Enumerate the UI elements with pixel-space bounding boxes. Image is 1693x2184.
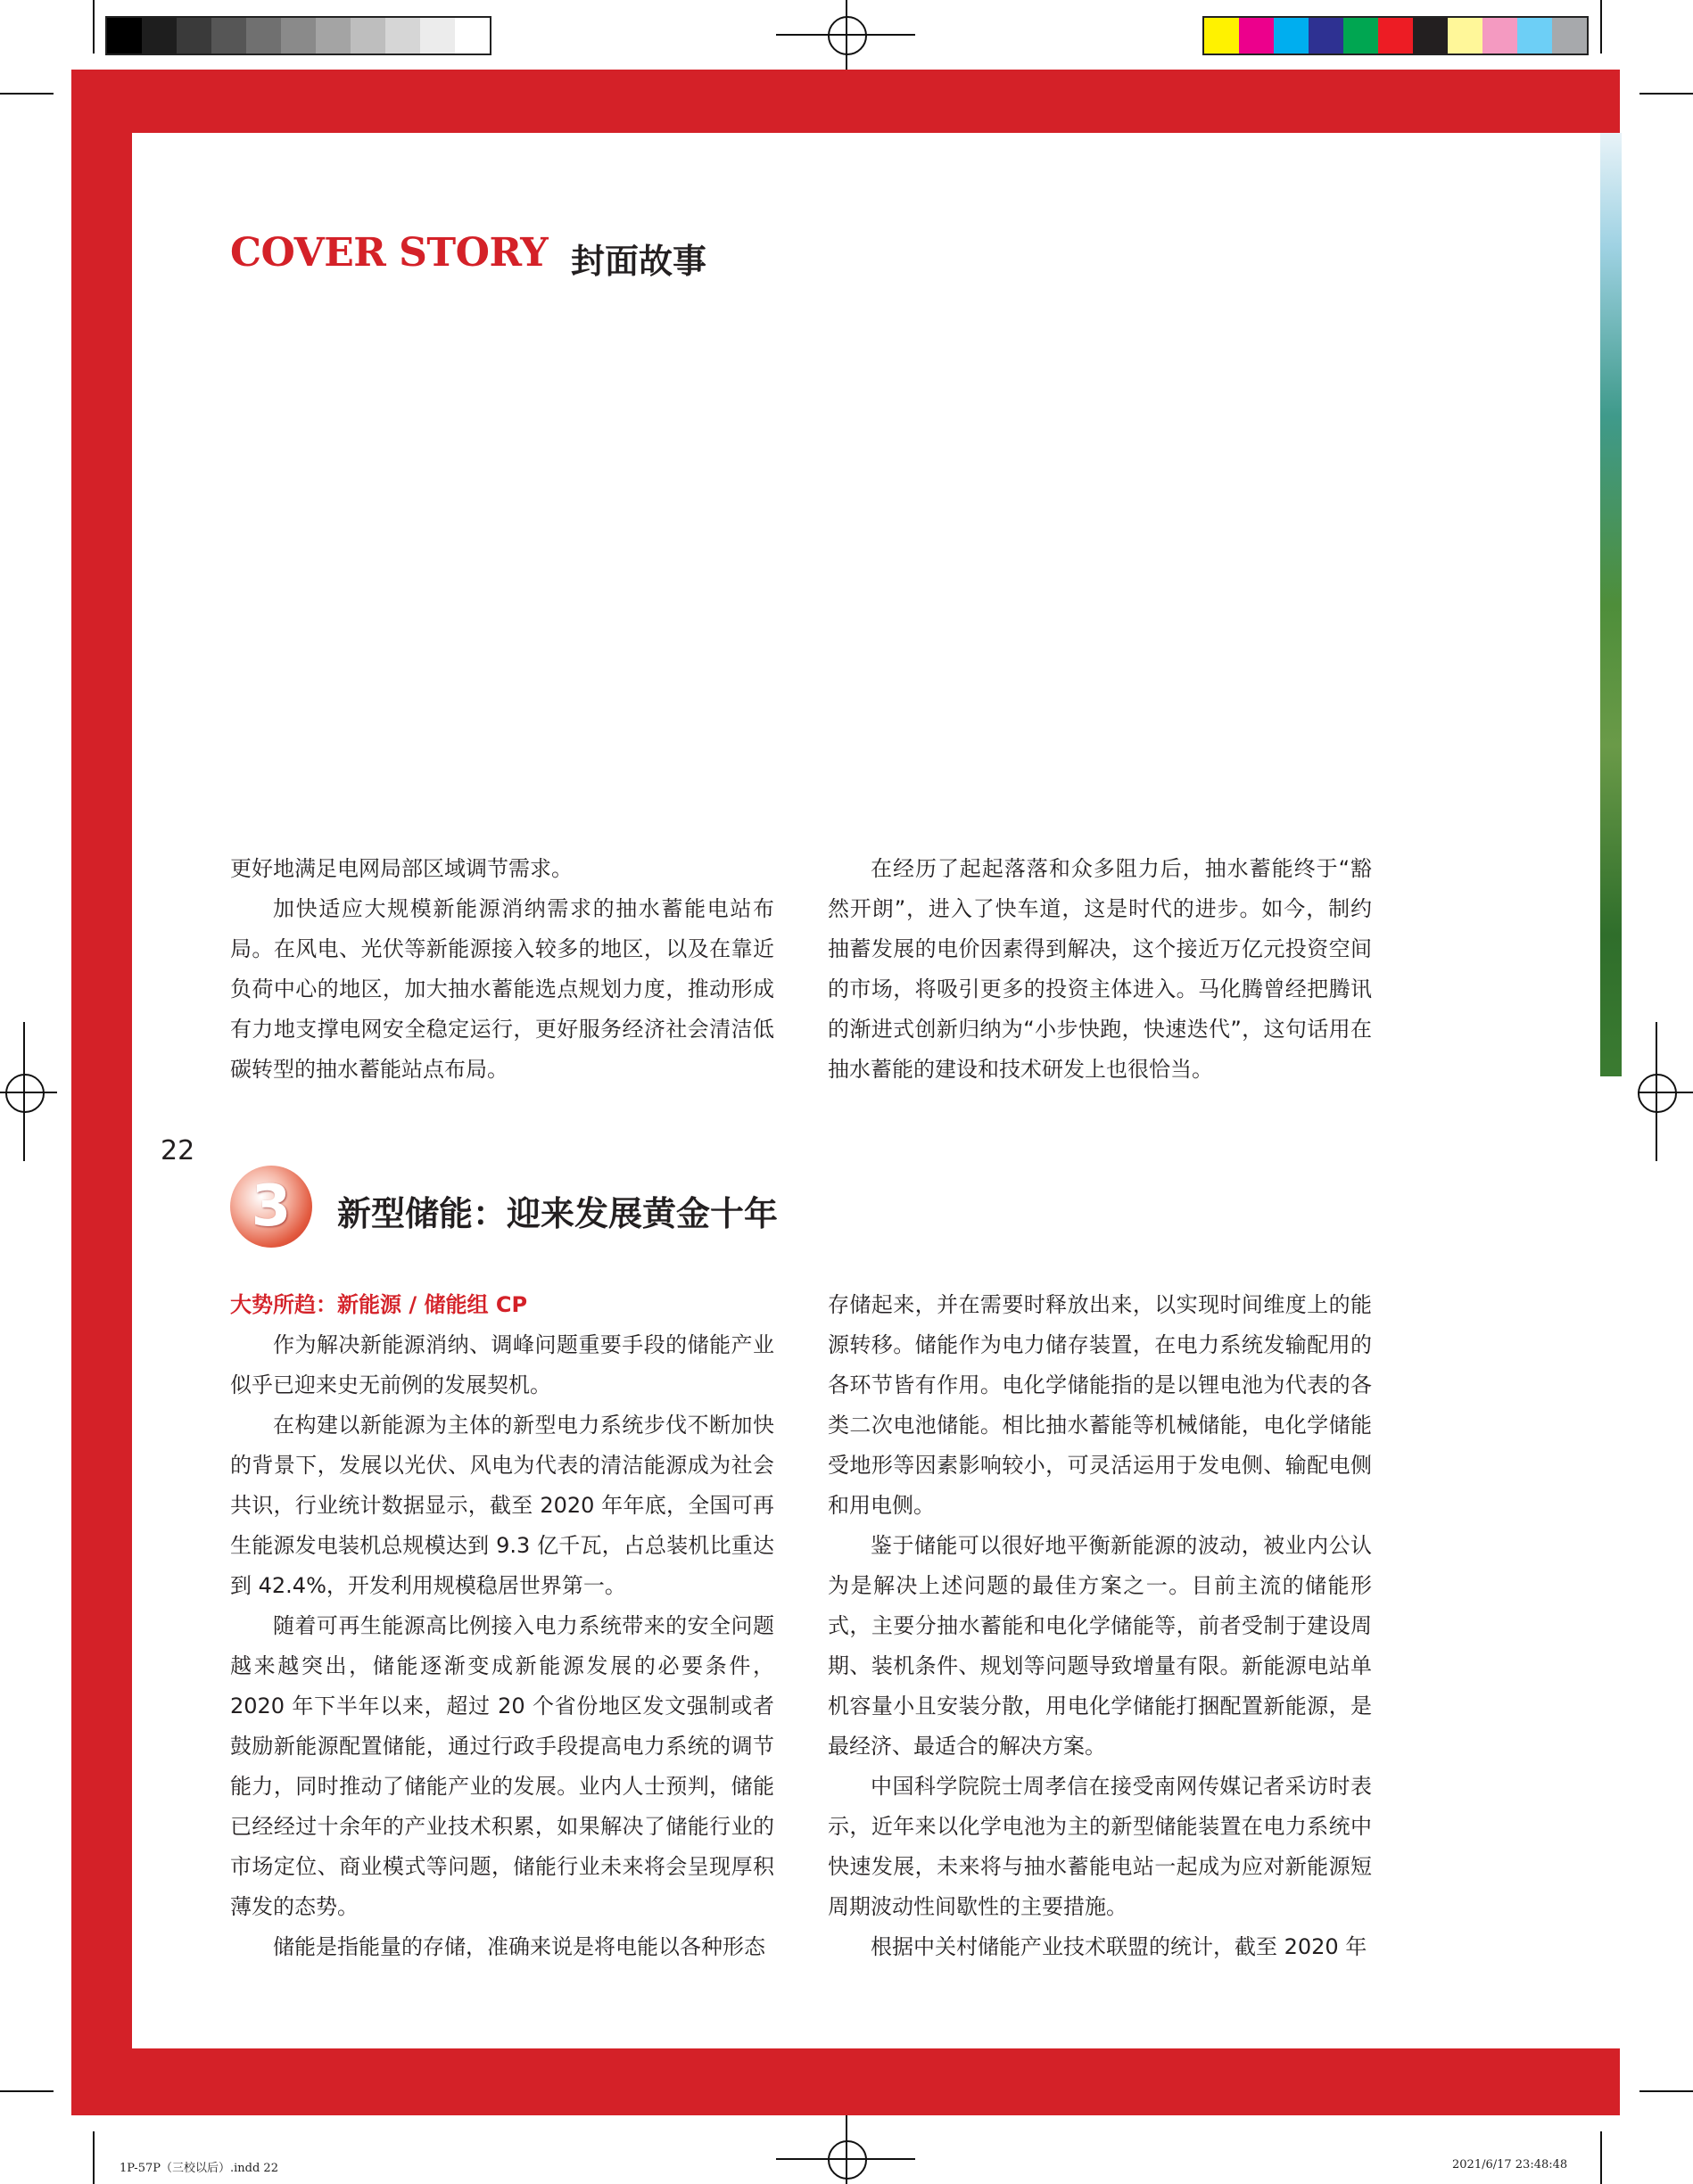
registration-mark-icon: [5, 1074, 45, 1113]
crop-mark: [1600, 2131, 1602, 2184]
paragraph: 在构建以新能源为主体的新型电力系统步伐不断加快的背景下，发展以光伏、风电为代表的清洁能源成为社会共识，行业统计数据显示，截至 2020 年年底，全国可再生能源发电装机总规模达到 9.3 亿千瓦，占总装机比重达到 42.4%，开发利用规模稳居世界第一。: [230, 1413, 774, 1598]
grayscale-calibration-bar: [105, 16, 491, 55]
crop-mark: [0, 2090, 54, 2092]
registration-crosshair: [0, 1092, 57, 1093]
bottom-left-column: [230, 1285, 774, 1967]
slug-file-name: 1P-57P（三校以后）.indd 22: [120, 2162, 278, 2175]
paragraph: 在经历了起起落落和众多阻力后，抽水蓄能终于“豁然开朗”，进入了快车道，这是时代的进步。如今，制约抽蓄发展的电价因素得到解决，这个接近万亿元投资空间的市场，将吸引更多的投资主体进入。马化腾曾经把腾讯的渐进式创新归纳为“小步快跑，快速迭代”，这句话用在抽水蓄能的建设和技术研发上也很恰当。: [828, 856, 1372, 1082]
cover-story-cn-label: 封面故事: [571, 242, 707, 281]
crop-mark: [1600, 0, 1602, 54]
top-right-column: [828, 849, 1372, 1090]
top-left-column: [230, 849, 774, 1090]
bottom-right-column: [828, 1285, 1372, 1967]
paragraph: 鉴于储能可以很好地平衡新能源的波动，被业内公认为是解决上述问题的最佳方案之一。目前主流的储能形式，主要分抽水蓄能和电化学储能等，前者受制于建设周期、装机条件、规划等问题导致增量有限。新能源电站单机容量小且安装分散，用电化学储能打捆配置新能源，是最经济、最适合的解决方案。: [828, 1533, 1372, 1759]
registration-mark-icon: [1638, 1074, 1677, 1113]
color-calibration-bar: [1202, 16, 1589, 55]
crop-mark: [1639, 93, 1693, 95]
registration-crosshair: [846, 0, 847, 70]
section-title: 新型储能：迎来发展黄金十年: [337, 1194, 779, 1233]
paragraph: 储能是指能量的存储，准确来说是将电能以各种形态: [273, 1934, 765, 1959]
registration-mark-icon: [828, 16, 867, 55]
paragraph: 随着可再生能源高比例接入电力系统带来的安全问题越来越突出，储能逐渐变成新能源发展的必要条件，2020 年下半年以来，超过 20 个省份地区发文强制或者鼓励新能源配置储能，通过行政手段提高电力系统的调节能力，同时推动了储能产业的发展。业内人士预判，储能已经经过十余年的产业技术积累，如果解决了储能行业的市场定位、商业模式等问题，储能行业未来将会呈现厚积薄发的态势。: [230, 1613, 774, 1919]
page-number: 22: [161, 1135, 195, 1166]
slug-timestamp: 2021/6/17 23:48:48: [1452, 2158, 1568, 2172]
cover-story-label: COVER STORY: [230, 230, 549, 276]
paragraph: 更好地满足电网局部区域调节需求。: [230, 856, 573, 881]
paragraph: 加快适应大规模新能源消纳需求的抽水蓄能电站布局。在风电、光伏等新能源接入较多的地区，以及在靠近负荷中心的地区，加大抽水蓄能选点规划力度，推动形成有力地支撑电网安全稳定运行，更好服务经济社会清洁低碳转型的抽水蓄能站点布局。: [230, 896, 774, 1082]
registration-crosshair: [23, 1022, 25, 1161]
crop-mark: [0, 93, 54, 95]
registration-crosshair: [1656, 1022, 1657, 1161]
paragraph: 存储起来，并在需要时释放出来，以实现时间维度上的能源转移。储能作为电力储存装置，在电力系统发输配用的各环节皆有作用。电化学储能指的是以锂电池为代表的各类二次电池储能。相比抽水蓄能等机械储能，电化学储能受地形等因素影响较小，可灵活运用于发电侧、输配电侧和用电侧。: [828, 1292, 1372, 1518]
paragraph: 中国科学院院士周孝信在接受南网传媒记者采访时表示，近年来以化学电池为主的新型储能装置在电力系统中快速发展，未来将与抽水蓄能电站一起成为应对新能源短周期波动性间歇性的主要措施。: [828, 1774, 1372, 1919]
registration-mark-icon: [828, 2140, 867, 2180]
crop-mark: [93, 0, 95, 54]
paragraph: 根据中关村储能产业技术联盟的统计，截至 2020 年: [871, 1934, 1367, 1959]
section-byline: 大势所趋：新能源 / 储能组 CP: [230, 1292, 528, 1317]
registration-crosshair: [1638, 1092, 1693, 1093]
crop-mark: [93, 2131, 95, 2184]
landscape-photo-edge: [1600, 133, 1622, 1076]
paragraph: 作为解决新能源消纳、调峰问题重要手段的储能产业似乎已迎来史无前例的发展契机。: [230, 1332, 774, 1397]
registration-crosshair: [846, 2115, 847, 2184]
section-number: 3: [251, 1174, 292, 1240]
crop-mark: [1639, 2090, 1693, 2092]
